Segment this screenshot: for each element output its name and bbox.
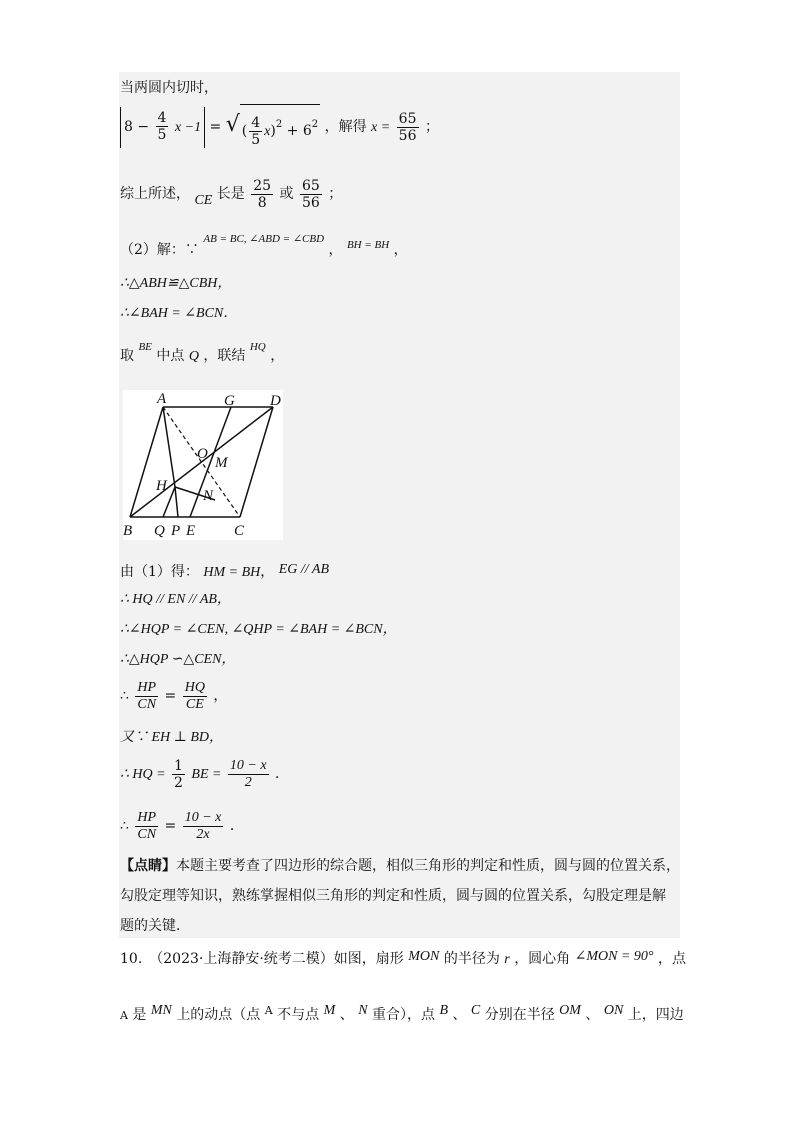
text-line: （2）解：∵ $^{AB = BC, \angle ABD = \angle CBD}$ ， BH = BH ， [120,233,408,258]
equation-line: ∴ $\frac{HP}{CN}$ = $\frac{HQ}{CE}$ ， [120,679,228,712]
comment-line: 勾股定理等知识，熟练掌握相似三角形的判定和性质，圆与圆的位置关系，勾股定理是解 [120,888,666,904]
text-line: 由（1）得： HM = BH， EG // AB [120,562,330,580]
question-line: 10. （2023·上海静安·统考二模）如图，扇形 MON 的半径为 r ，圆心角 ∠MON = 90° ，点 [120,949,686,967]
label-Q: Q [154,523,165,539]
text-line: ∴∠HQP = ∠CEN, ∠QHP = ∠BAH = ∠BCN， [120,622,397,637]
label-C: C [234,523,245,539]
text-line: ∴△ABH≌△CBH， [120,276,232,291]
equation-line: ∴ $\frac{HP}{CN}$ = $\frac{10 - x}{2x}$ ． [120,809,244,842]
label-H: H [156,478,167,494]
label-B: B [123,523,133,539]
label-E: E [186,523,196,539]
text-line: 取 $^{BE}$ 中点 Q ，联结 $^{HQ}$ ， [120,341,285,364]
text-line: 当两圆内切时， [120,80,218,96]
label-O: O [197,446,208,462]
label-M: M [215,455,228,471]
text-line: ∴ HQ // EN // AB， [120,592,231,607]
text-line: 综上所述， CE 长是 $\frac{25}{8}$ 或 $\frac{65}{56}$ ； [120,177,343,211]
comment-line: 【点睛】本题主要考查了四边形的综合题，相似三角形的判定和性质，圆与圆的位置关系， [120,858,680,874]
label-A: A [157,391,167,407]
text-line: ∴∠BAH = ∠BCN． [120,306,238,321]
text-line: ∴△HQP ∽△CEN， [120,652,236,667]
text-line: 又∵ EH ⊥ BD， [120,730,223,745]
label-N: N [203,488,214,504]
geometry-figure [123,390,283,540]
equation-line: 8 − $\frac{4}{5}$ x −1 = √ ( $\frac{4}{5}$ $x)^2 + 6^2$ ，解得 x = $\frac{65}{56}$ ； [120,104,439,148]
label-G: G [224,393,235,409]
parallelogram-diagram [123,390,283,540]
equation-line: ∴ HQ = $\frac{1}{2}$ BE = $\frac{10 - x}{2}$ ． [120,757,290,791]
comment-line: 题的关键． [120,918,190,934]
label-D: D [270,393,281,409]
label-P: P [171,523,181,539]
question-line: A 是 MN 上的动点（点 $^A$ 不与点 M 、 N 重合），点 B 、 C 分别在半径 OM 、 ON 上，四边 [120,1003,684,1023]
